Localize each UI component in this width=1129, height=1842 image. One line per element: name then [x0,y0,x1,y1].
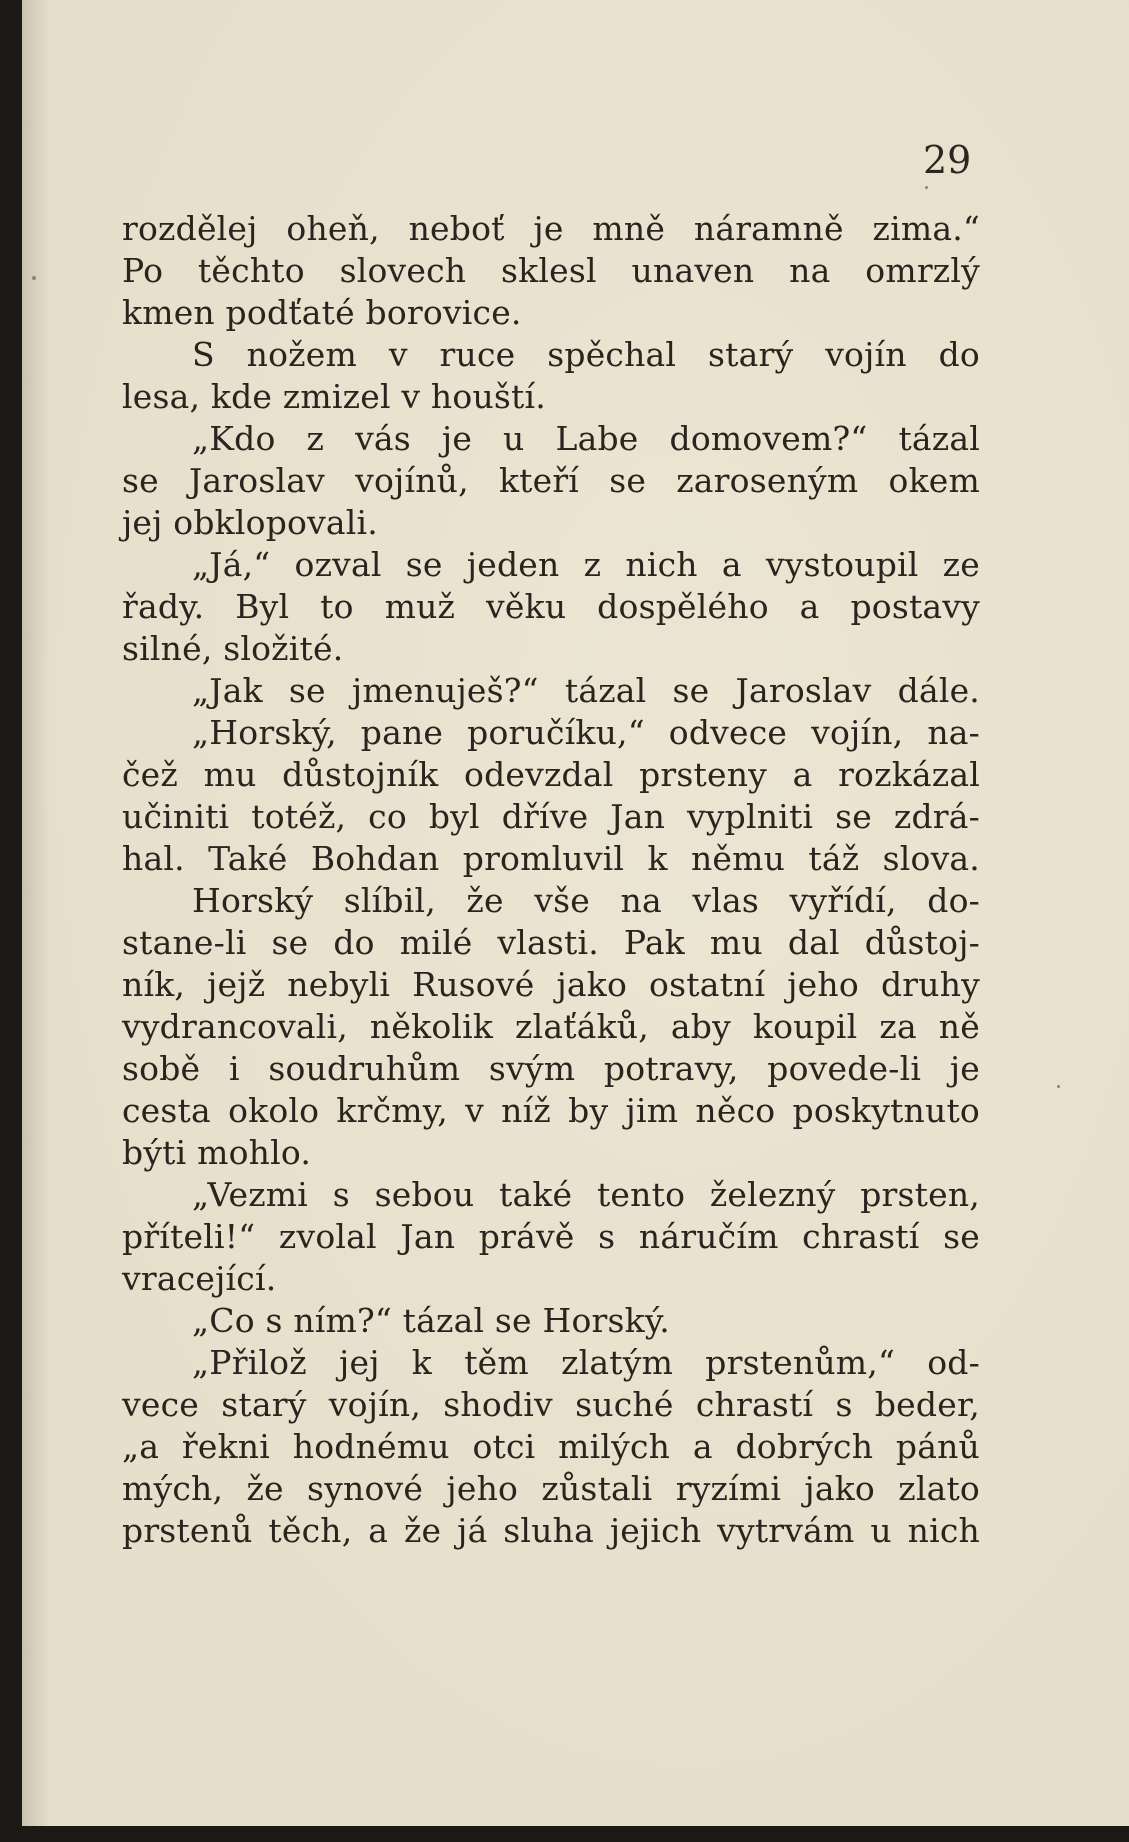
text-line: se Jaroslav vojínů, kteří se zaroseným okem [122,461,980,500]
text-line: Po těchto slovech sklesl unaven na omrzlý [122,251,980,290]
text-line: hal. Také Bohdan promluvil k němu táž slova. [122,839,980,878]
text-line: čež mu důstojník odevzdal prsteny a rozkázal [122,755,980,794]
text-line: řady. Byl to muž věku dospělého a postavy [122,587,980,626]
paper-speck [925,186,928,189]
text-line: Horský slíbil, že vše na vlas vyřídí, do- [192,881,980,920]
text-line: stane-li se do milé vlasti. Pak mu dal důstoj- [122,923,980,962]
paper-speck [32,276,36,280]
book-page [22,0,1129,1826]
body-text [122,208,980,1552]
text-line: „Vezmi s sebou také tento železný prsten, [192,1175,980,1214]
text-line: vece starý vojín, shodiv suché chrastí s beder, [122,1385,980,1424]
text-line: „Přilož jej k těm zlatým prstenům,“ od- [192,1343,980,1382]
text-line: příteli!“ zvolal Jan právě s náručím chrastí se [122,1217,980,1256]
text-line: sobě i soudruhům svým potravy, povede-li je [122,1049,980,1088]
paper-speck [1057,1085,1060,1088]
text-line: „Horský, pane poručíku,“ odvece vojín, na- [192,713,980,752]
text-line: vracející. [122,1259,277,1298]
text-line: jej obklopovali. [122,503,379,542]
text-line: „Já,“ ozval se jeden z nich a vystoupil ze [192,545,980,584]
text-line: učiniti totéž, co byl dříve Jan vyplniti se zdrá- [122,797,980,836]
text-line: „Co s ním?“ tázal se Horský. [192,1301,670,1340]
text-line: „a řekni hodnému otci milých a dobrých pánů [122,1427,980,1466]
text-line: vydrancovali, několik zlaťáků, aby koupil za ně [122,1007,980,1046]
text-line: silné, složité. [122,629,344,668]
text-line: kmen podťaté borovice. [122,293,522,332]
text-line: „Kdo z vás je u Labe domovem?“ tázal [192,419,980,458]
text-line: S nožem v ruce spěchal starý vojín do [192,335,980,374]
page-number: 29 [923,138,972,182]
text-line: rozdělej oheň, neboť je mně náramně zima.“ [122,209,980,248]
text-line: cesta okolo krčmy, v níž by jim něco poskytnuto [122,1091,980,1130]
text-line: mých, že synové jeho zůstali ryzími jako zlato [122,1469,980,1508]
text-line: prstenů těch, a že já sluha jejich vytrvám u nich [122,1511,980,1550]
text-line: lesa, kde zmizel v houští. [122,377,546,416]
text-line: býti mohlo. [122,1133,312,1172]
text-line: „Jak se jmenuješ?“ tázal se Jaroslav dále. [192,671,980,710]
text-line: ník, jejž nebyli Rusové jako ostatní jeho druhy [122,965,980,1004]
